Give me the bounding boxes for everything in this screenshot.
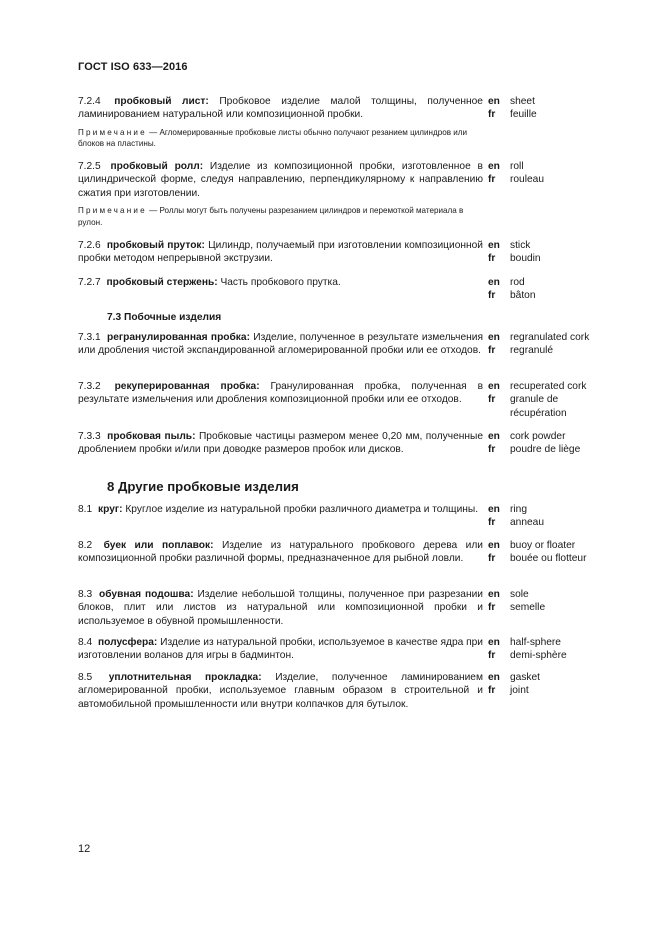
term-en: sheet: [510, 96, 535, 107]
term-number: 7.3.3: [78, 431, 101, 442]
term-name: полусфера:: [98, 637, 158, 648]
term-number: 8.1: [78, 504, 93, 515]
lang-en-label: en: [488, 589, 500, 600]
term-definition: Изделие из натуральной пробки, используемое в качестве ядра при изготовлении воланов для игры в бадминтон.: [78, 637, 483, 662]
term-entry: [78, 588, 598, 628]
term-name: круг:: [98, 504, 123, 515]
lang-en-label: en: [488, 240, 500, 251]
term-name: рекуперированная пробка:: [114, 381, 260, 392]
term-en: ring: [510, 504, 527, 515]
term-definition: Круглое изделие из натуральной пробки различного диаметра и толщины.: [125, 504, 479, 515]
term-definition: Изделие из натурального пробкового дерева или композиционной пробки различной формы, предназначенное для рыбной ловли.: [78, 540, 483, 565]
term-definition: Пробковые частицы размером менее 0,20 мм, полученные дроблением пробки и/или при доводке размеров пробок или дисков.: [78, 431, 483, 456]
lang-fr-label: fr: [488, 650, 496, 662]
term-entry: [78, 539, 598, 566]
term-number: 7.3.1: [78, 332, 101, 343]
term-en: sole: [510, 589, 529, 600]
lang-en-label: en: [488, 672, 500, 683]
lang-fr-label: fr: [488, 394, 496, 406]
term-definition: Часть пробкового прутка.: [220, 277, 341, 288]
lang-en-label: en: [488, 540, 500, 551]
term-name: пробковый пруток:: [106, 240, 205, 251]
term-name: пробковая пыль:: [107, 431, 196, 442]
note-label: Примечание: [78, 127, 147, 137]
document-header: ГОСТ ISO 633—2016: [78, 61, 188, 73]
term-fr: anneau: [510, 517, 544, 529]
term-entry: [78, 503, 598, 529]
lang-fr-label: fr: [488, 290, 496, 302]
term-name: уплотнительная прокладка:: [108, 672, 262, 683]
lang-en-label: en: [488, 381, 500, 392]
lang-fr-label: fr: [488, 444, 496, 456]
term-en: rod: [510, 277, 525, 288]
lang-en-label: en: [488, 504, 500, 515]
term-definition: Цилиндр, получаемый при изготовлении композиционной пробки методом непрерывной экструзии.: [78, 240, 483, 265]
term-en: regranulated cork: [510, 332, 590, 343]
term-entry: [78, 160, 598, 228]
term-number: 8.2: [78, 540, 93, 551]
term-fr: joint: [510, 685, 529, 697]
term-number: 8.4: [78, 637, 93, 648]
lang-fr-label: fr: [488, 174, 496, 186]
term-fr: poudre de liège: [510, 444, 581, 456]
term-definition: Гранулированная пробка, полученная в результате измельчения или дробления композиционной пробки или ее отходов.: [78, 381, 483, 406]
lang-fr-label: fr: [488, 685, 496, 697]
lang-fr-label: fr: [488, 345, 496, 357]
term-number: 7.2.5: [78, 161, 101, 172]
term-name: обувная подошва:: [99, 589, 194, 600]
term-en: gasket: [510, 672, 541, 683]
term-entry: [78, 276, 598, 302]
term-number: 8.3: [78, 589, 93, 600]
term-definition: Изделие из композиционной пробки, изготовленное в цилиндрической форме, следуя направлению, перпендикулярному к направлению сжатия при изготовлении.: [78, 161, 483, 199]
term-number: 7.2.4: [78, 96, 101, 107]
term-number: 7.3.2: [78, 381, 101, 392]
term-entry: [78, 380, 598, 419]
term-name: пробковый ролл:: [110, 161, 204, 172]
term-note: [78, 205, 483, 228]
subsection-title: 7.3 Побочные изделия: [107, 312, 222, 323]
lang-en-label: en: [488, 161, 500, 172]
term-entry: [78, 239, 598, 266]
term-entry: [78, 636, 598, 663]
term-en: buoy or floater: [510, 540, 576, 551]
term-name: буек или поплавок:: [103, 540, 214, 551]
lang-en-label: en: [488, 332, 500, 343]
lang-fr-label: fr: [488, 109, 496, 121]
section-title: 8 Другие пробковые изделия: [107, 479, 299, 494]
term-definition: Изделие, полученное в результате измельчения или дробления чистой экспандированной агломерированной пробки или ее отходов.: [78, 332, 483, 357]
term-number: 7.2.6: [78, 240, 101, 251]
term-definition: Пробковое изделие малой толщины, полученное ламинированием натуральной или композиционной пробки.: [78, 96, 483, 121]
term-en: cork powder: [510, 431, 566, 442]
term-en: roll: [510, 161, 524, 172]
term-name: пробковый стержень:: [106, 277, 218, 288]
term-fr: demi-sphère: [510, 650, 567, 662]
term-fr: feuille: [510, 109, 537, 121]
term-entry: [78, 95, 598, 150]
lang-fr-label: fr: [488, 517, 496, 529]
term-number: 7.2.7: [78, 277, 101, 288]
term-name: регранулированная пробка:: [107, 332, 250, 343]
lang-en-label: en: [488, 277, 500, 288]
term-fr: rouleau: [510, 174, 544, 186]
term-note: [78, 127, 483, 150]
term-fr: bâton: [510, 290, 536, 302]
term-entry: [78, 430, 598, 457]
term-fr: boudin: [510, 253, 541, 265]
term-number: 8.5: [78, 672, 93, 683]
lang-en-label: en: [488, 96, 500, 107]
term-definition: Изделие, полученное ламинированием агломерированной пробки, используемое главным образом в строительной и автомобильной промышленности или внутри колпачков для бутылок.: [78, 672, 483, 710]
lang-fr-label: fr: [488, 602, 496, 614]
lang-fr-label: fr: [488, 253, 496, 265]
term-entry: [78, 331, 598, 358]
term-en: half-sphere: [510, 637, 561, 648]
note-label: Примечание: [78, 206, 147, 216]
lang-fr-label: fr: [488, 553, 496, 565]
term-fr: semelle: [510, 602, 546, 614]
term-fr: bouée ou flotteur: [510, 553, 587, 565]
lang-en-label: en: [488, 637, 500, 648]
term-en: recuperated cork: [510, 381, 587, 392]
term-entry: [78, 671, 598, 711]
term-name: пробковый лист:: [114, 96, 209, 107]
term-en: stick: [510, 240, 531, 251]
term-definition: Изделие небольшой толщины, полученное при разрезании блоков, плит или листов из натуральной или композиционной пробки и используемое в обувной промышленности.: [78, 589, 483, 627]
term-fr: granule de récupération: [510, 394, 567, 419]
term-fr: regranulé: [510, 345, 554, 357]
note-text: — Роллы могут быть получены разрезанием цилиндров и перемоткой материала в рулон.: [78, 206, 464, 227]
note-text: — Агломерированные пробковые листы обычно получают резанием цилиндров или блоков на пластины.: [78, 127, 468, 149]
lang-en-label: en: [488, 431, 500, 442]
page-number: 12: [78, 843, 91, 855]
